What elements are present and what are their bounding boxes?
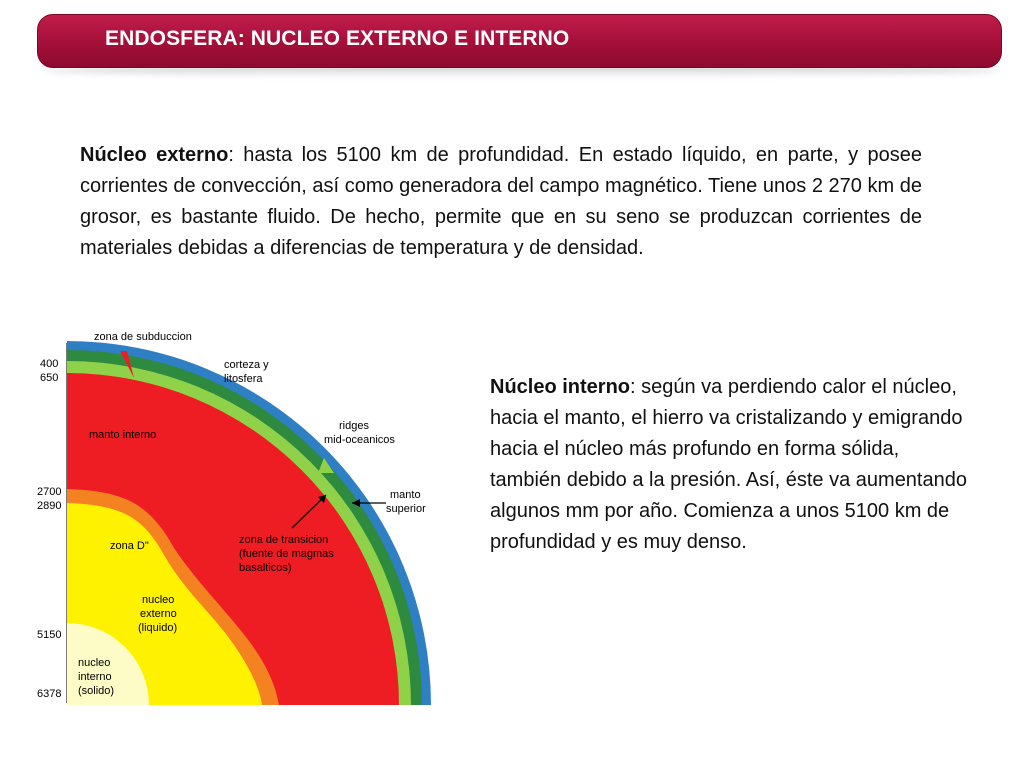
label-inner-core-1: nucleo bbox=[78, 657, 111, 669]
label-transition-2: (fuente de magmas bbox=[239, 548, 334, 560]
label-inner-core-3: (solido) bbox=[78, 685, 115, 697]
outer-core-paragraph bbox=[80, 140, 922, 286]
label-transition-1: zona de transicion bbox=[239, 534, 329, 546]
label-transition-3: basalticos) bbox=[239, 562, 292, 574]
depth-label: 2700 bbox=[37, 486, 62, 498]
depth-label: 2890 bbox=[37, 500, 62, 512]
slide-title: ENDOSFERA: NUCLEO EXTERNO E INTERNO bbox=[105, 27, 570, 50]
depth-label: 6378 bbox=[37, 688, 62, 700]
outer-core-term: Núcleo externo bbox=[80, 144, 229, 166]
label-outer-core-3: (liquido) bbox=[138, 622, 178, 634]
label-upper-mantle-1: manto bbox=[390, 489, 421, 501]
depth-label: 400 bbox=[40, 358, 59, 370]
label-inner-mantle: manto interno bbox=[89, 429, 157, 441]
earth-structure-diagram bbox=[34, 323, 438, 708]
outer-core-text: : hasta los 5100 km de profundidad. En estado líquido, en parte, y posee corrientes de convección, así como generadora del campo magnético. Tiene unos 2 270 km de grosor, es bastante fluido. De hecho, permite que en su seno se produzcan corrientes de materiales debidas a diferencias de temperatura y de densidad. bbox=[80, 144, 922, 259]
label-crust-2: litosfera bbox=[224, 373, 263, 385]
label-upper-mantle-2: superior bbox=[386, 503, 426, 515]
label-outer-core-1: nucleo bbox=[142, 594, 175, 606]
label-ridges-1: ridges bbox=[339, 420, 369, 432]
label-subduction: zona de subduccion bbox=[94, 331, 192, 343]
label-crust-1: corteza y bbox=[224, 359, 269, 371]
depth-label: 650 bbox=[40, 372, 59, 384]
label-inner-core-2: interno bbox=[78, 671, 112, 683]
label-outer-core-2: externo bbox=[140, 608, 177, 620]
depth-label: 5150 bbox=[37, 629, 62, 641]
label-ridges-2: mid-oceanicos bbox=[324, 434, 395, 446]
inner-core-text: : según va perdiendo calor el núcleo, hacia el manto, el hierro va cristalizando y emigrando hacia el núcleo más profundo en forma sólida, también debido a la presión. Así, éste va aumentando algunos mm por año. Comienza a unos 5100 km de profundidad y es muy denso. bbox=[490, 376, 967, 553]
earth-layers-svg bbox=[34, 323, 438, 708]
label-zone-d: zona D" bbox=[110, 540, 149, 552]
inner-core-paragraph bbox=[490, 372, 968, 558]
inner-core-term: Núcleo interno bbox=[490, 376, 631, 398]
